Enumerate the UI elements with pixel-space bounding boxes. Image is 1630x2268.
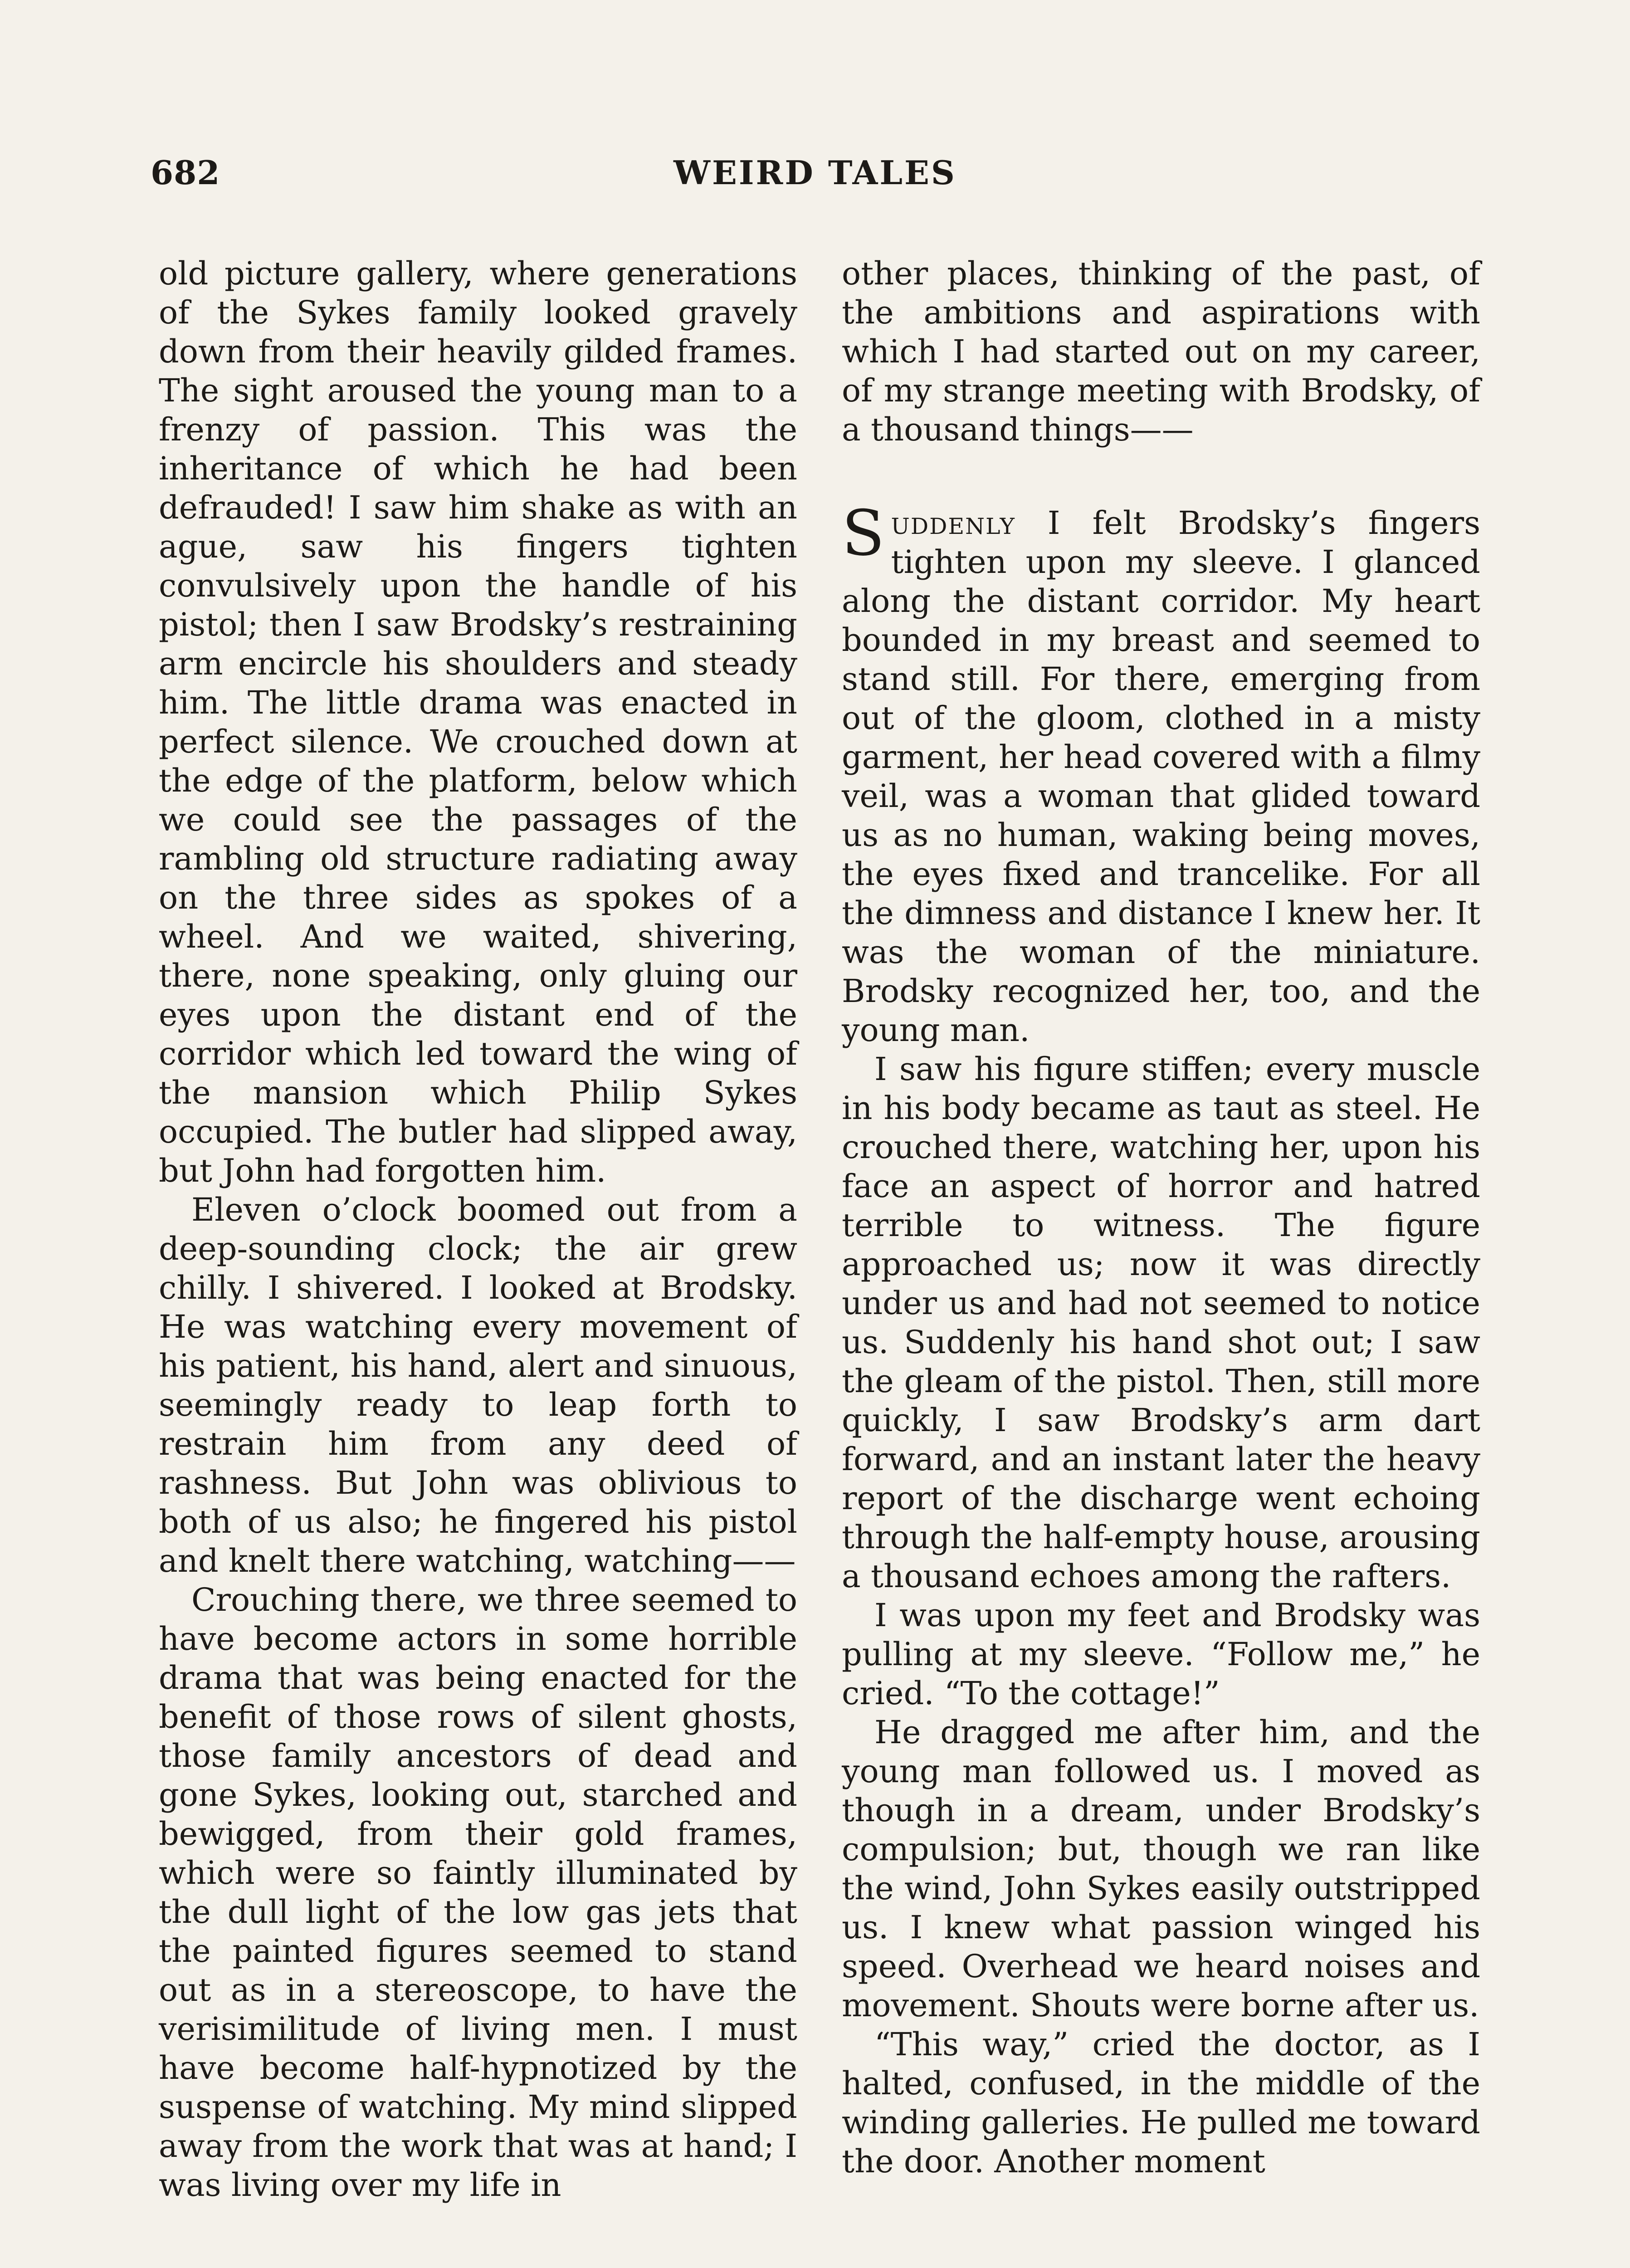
drop-cap: S: [842, 497, 885, 570]
paragraph: I saw his figure stiffen; every muscle in his body became as taut as steel. He crouched there, watching her, upon his face an aspect of horror and hatred terrible to witness. The figure approached us; now it was directly under us and had not seemed to notice us. Suddenly his hand shot out; I saw the gleam of the pistol. Then, still more quickly, I saw Brodsky’s arm dart forward, and an instant later the heavy report of the discharge went echoing through the half-empty house, arousing a thousand echoes among the rafters.: [842, 1051, 1480, 1595]
running-title: WEIRD TALES: [673, 153, 957, 192]
paragraph: Crouching there, we three seemed to have become actors in some horrible drama that was being enacted for the benefit of those rows of silent ghosts, those family ancestors of dead and gone Sykes, looking out, starched and bewigged, from their gold frames, which were so faintly illuminated by the dull light of the low gas jets that the painted figures seemed to stand out as in a stereoscope, to have the verisimilitude of living men. I must have become half-hypnotized by the suspense of watching. My mind slipped away from the work that was at hand; I was living over my life in: [159, 1581, 797, 2204]
paragraph: Eleven o’clock boomed out from a deep-sounding clock; the air grew chilly. I shivered. I looked at Brodsky. He was watching every movement of his patient, his hand, alert and sinuous, seemingly ready to leap forth to restrain him from any deed of rashness. But John was oblivious to both of us also; he fingered his pistol and knelt there watching, watching——: [159, 1191, 797, 1579]
paragraph: other places, thinking of the past, of the ambitions and aspirations with which I had started out on my career, of my strange meeting with Brodsky, of a thousand things——: [842, 255, 1480, 448]
right-column: [842, 254, 1480, 2181]
paragraph: He dragged me after him, and the young man followed us. I moved as though in a dream, under Brodsky’s compulsion; but, though we ran like the wind, John Sykes easily outstripped us. I knew what passion winged his speed. Overhead we heard noises and movement. Shouts were borne after us.: [842, 1714, 1480, 2024]
paragraph-text: I felt Brodsky’s fingers tighten upon my sleeve. I glanced along the distant corridor. My heart bounded in my breast and seemed to stand still. For there, emerging from out of the gloom, clothed in a misty garment, her head covered with a filmy veil, was a woman that glided toward us as no human, waking being moves, the eyes fixed and trancelike. For all the dimness and distance I knew her. It was the woman of the miniature. Brodsky recognized her, too, and the young man.: [842, 504, 1480, 1049]
page-number: 682: [151, 153, 220, 192]
paragraph: old picture gallery, where generations of the Sykes family looked gravely down from their heavily gilded frames. The sight aroused the young man to a frenzy of passion. This was the inheritance of which he had been defrauded! I saw him shake as with an ague, saw his fingers tighten convulsively upon the handle of his pistol; then I saw Brodsky’s restraining arm encircle his shoulders and steady him. The little drama was enacted in perfect silence. We crouched down at the edge of the platform, below which we could see the passages of the rambling old structure radiating away on the three sides as spokes of a wheel. And we waited, shivering, there, none speaking, only gluing our eyes upon the distant end of the corridor which led toward the wing of the mansion which Philip Sykes occupied. The butler had slipped away, but John had forgotten him.: [159, 255, 797, 1189]
section-opening-paragraph: [842, 497, 1480, 1050]
paragraph: I was upon my feet and Brodsky was pulling at my sleeve. “Follow me,” he cried. “To the cottage!”: [842, 1597, 1480, 1712]
left-column: [159, 254, 797, 2204]
paragraph: “This way,” cried the doctor, as I halted, confused, in the middle of the winding galleries. He pulled me toward the door. Another moment: [842, 2026, 1480, 2180]
small-caps-word: uddenly: [891, 504, 1015, 542]
